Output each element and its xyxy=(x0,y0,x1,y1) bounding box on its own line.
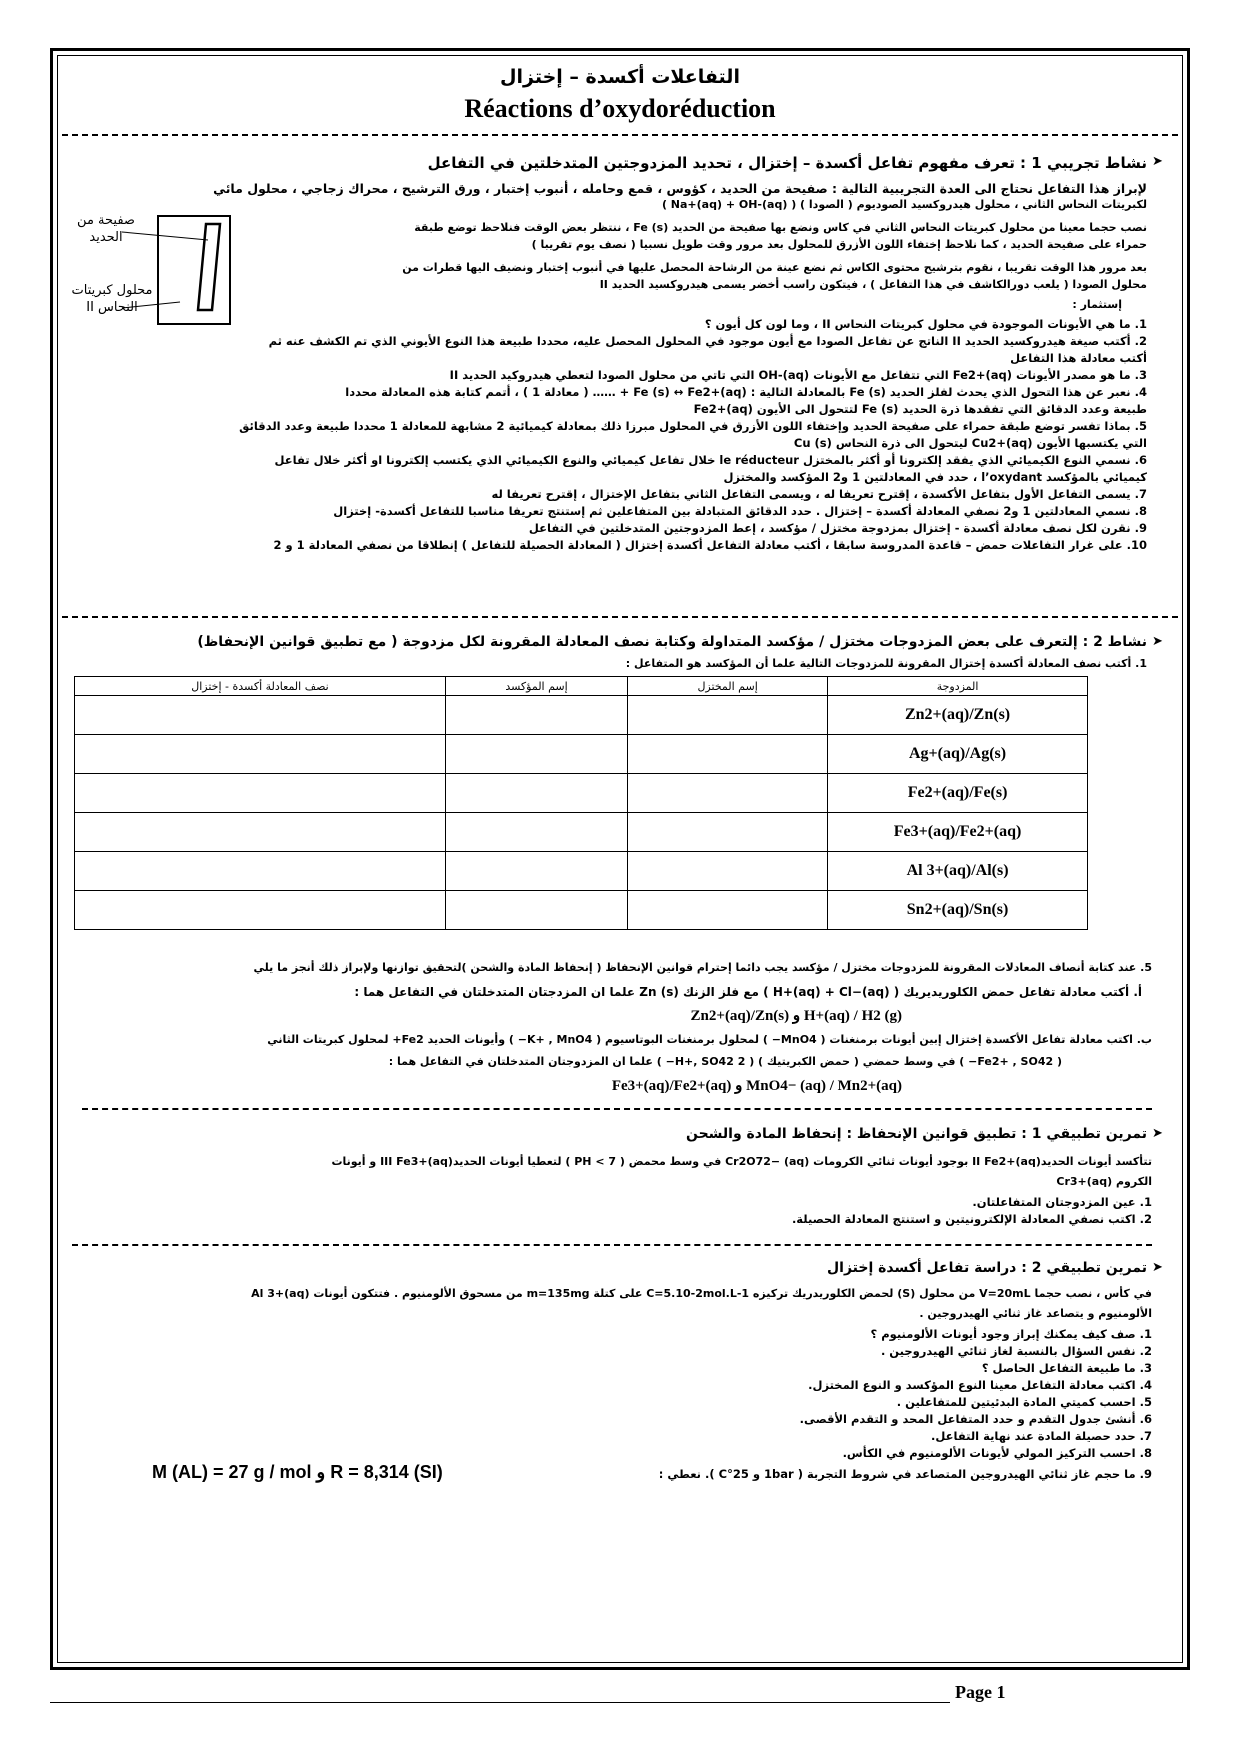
question: 10. على غرار التفاعلات حمض – قاعدة المدروسة سابقا ، أكتب معادلة التفاعل أكسدة إختزال ( المعادلة الحصيلة للتفاعل ) إنطلاقا من نصفي المعادلة 1 و 2 xyxy=(273,538,1147,552)
question: أكتب معادلة هذا التفاعل xyxy=(1010,351,1147,365)
table-row xyxy=(75,735,1088,774)
list-item: 5. احسب كميتي المادة البدئيتين للمتفاعلين . xyxy=(896,1395,1152,1409)
cell-input[interactable] xyxy=(628,852,828,891)
activity2-q5b: ب. اكتب معادلة تفاعل الأكسدة إختزال إبين أيونات برمنغنات ( MnO4− ) لمحلول برمنغنات البوتاسيوم ( K+ , MnO4− ) وأيونات الحديد Fe2+ لمحلول كبريتات الثاني xyxy=(267,1033,1152,1046)
question: 5. بماذا تفسر توضع طبقة حمراء على صفيحة الحديد وإختفاء اللون الأزرق في المحلول مبرزا ذلك بمعادلة كيميائية 2 مشابهة للمعادلة 1 محددا طبيعة وعدد الدقائق xyxy=(239,419,1147,433)
arrow-bullet-icon: ➤ xyxy=(1152,1126,1163,1141)
arrow-bullet-icon: ➤ xyxy=(1152,154,1163,169)
exercise1-text2: الكروم Cr3+(aq) xyxy=(1056,1175,1152,1188)
question: 2. أكتب صيغة هيدروكسيد الحديد II الناتج عن تفاعل الصودا مع أيون موجود في المحلول المحصل عليه، محددا طبيعة هذا النوع الأيوني الذي تم الكشف عنه ثم xyxy=(268,334,1147,348)
table-row xyxy=(75,696,1088,735)
exercise1-heading: تمرين تطبيقي 1 : تطبيق قوانين الإنحفاظ : إنحفاظ المادة والشحن xyxy=(685,1126,1147,1142)
couple-cell: Fe2+(aq)/Fe(s) xyxy=(828,774,1088,813)
activity1-step1-b: حمراء على صفيحة الحديد ، كما نلاحظ إختفاء اللون الأزرق للمحلول بعد مرور وقت طويل نسبيا ( نصف يوم تقريبا ) xyxy=(531,238,1147,251)
activity1-materials-line2: لكبريتات النحاس الثاني ، محلول هيدروكسيد الصوديوم ( الصودا ) ( Na+(aq) + OH-(aq) ) xyxy=(661,198,1147,211)
question: كيميائي بالمؤكسد l’oxydant ، حدد في المعادلتين 1 و2 المؤكسد والمختزل xyxy=(723,470,1147,484)
page-number: Page 1 xyxy=(955,1682,1006,1702)
activity2-q5a: أ. أكتب معادلة تفاعل حمض الكلوريديريك ( H+(aq) + Cl−(aq) ) مع فلز الزنك Zn (s) علما ان المزدجتان المتدخلتان في التفاعل هما : xyxy=(354,985,1142,999)
pairs-table xyxy=(74,676,1088,930)
question: 9. نقرن لكل نصف معادلة أكسدة - إختزال بمزدوجة مختزل / مؤكسد ، إعط المزدوجتين المتدخلتين في التفاعل xyxy=(528,521,1147,535)
couple-cell: Sn2+(aq)/Sn(s) xyxy=(828,891,1088,930)
exercise2-text2: الألومنيوم و يتصاعد غاز ثنائي الهيدروجين . xyxy=(919,1307,1152,1320)
col-half-equation: نصف المعادلة أكسدة - إختزال xyxy=(75,677,446,696)
list-item: 1. صف كيف يمكنك إبراز وجود أيونات الألومنيوم ؟ xyxy=(870,1327,1152,1341)
iron-plate-shape xyxy=(198,224,220,310)
cell-input[interactable] xyxy=(628,735,828,774)
divider xyxy=(62,134,1178,136)
table-row xyxy=(75,852,1088,891)
cell-input[interactable] xyxy=(75,735,446,774)
title-arabic: التفاعلات أكسدة – إختزال xyxy=(500,66,740,88)
cell-input[interactable] xyxy=(445,735,627,774)
figure-label-plate: صفيحة من الحديد xyxy=(77,213,135,245)
divider xyxy=(62,616,1178,618)
list-item: 6. أنشئ جدول التقدم و حدد المتفاعل المحد و التقدم الأقصى. xyxy=(799,1412,1152,1426)
cell-input[interactable] xyxy=(75,891,446,930)
cell-input[interactable] xyxy=(445,774,627,813)
activity2-q5b-2: ( Fe2+ , SO42− ) في وسط حمضي ( حمض الكبريتيك ) ( 2 H+, SO42− ) علما ان المزدوجتان المتدخلتان في التفاعل هما : xyxy=(388,1055,1062,1068)
cell-input[interactable] xyxy=(445,813,627,852)
exercise2-text1: في كأس ، نصب حجما V=20mL من محلول (S) لحمض الكلوريدريك تركيزه C=5.10-2mol.L-1 على كتلة m=135mg من مسحوق الألومنيوم . فتتكون أيونات Al 3+(aq) xyxy=(251,1287,1152,1300)
exercise2-constants: M (AL) = 27 g / mol و R = 8,314 (SI) xyxy=(152,1462,443,1482)
cell-input[interactable] xyxy=(628,774,828,813)
divider xyxy=(72,1244,1152,1246)
cell-input[interactable] xyxy=(75,813,446,852)
divider xyxy=(82,1108,1152,1110)
arrow-bullet-icon: ➤ xyxy=(1152,634,1163,649)
question: 7. يسمى التفاعل الأول بتفاعل الأكسدة ، إقترح تعريفا له ، ويسمى التفاعل الثاني بتفاعل الإختزال ، إقترح تعريفا له xyxy=(491,487,1147,501)
page-content xyxy=(62,60,1178,1660)
couple-cell: Ag+(aq)/Ag(s) xyxy=(828,735,1088,774)
figure-label-solution: محلول كبريتات النحاس II xyxy=(71,283,153,315)
question: 3. ما هو مصدر الأيونات Fe2+(aq) التي تتفاعل مع الأيونات OH-(aq) التي تاتي من محلول الصودا لتعطي هيدروكيد الحديد II xyxy=(449,368,1147,382)
title-french: Réactions d’oxydoréduction xyxy=(464,94,776,123)
activity1-materials: لإبراز هذا التفاعل نحتاج الى العدة التجريبية التالية : صفيحة من الحديد ، كؤوس ، قمع وحامله ، أنبوب إختبار ، ورق الترشيح ، محراك زجاجي ، محلول مائي xyxy=(213,181,1147,196)
activity2-q5: 5. عند كتابة أنصاف المعادلات المقرونة للمزدوجات مختزل / مؤكسد يجب دائما إحترام قوانين الإنحفاظ ( إنحفاظ المادة والشحن )لتحقيق توازنها ولإبراز ذلك أنجز ما يلي xyxy=(253,961,1152,974)
cell-input[interactable] xyxy=(75,774,446,813)
table-row xyxy=(75,891,1088,930)
list-item: 2. نفس السؤال بالنسبة لغاز ثنائي الهيدروجين . xyxy=(880,1344,1152,1358)
question: طبيعة وعدد الدقائق التي تفقدها ذرة الحديد Fe (s) لتتحول الى الأيون Fe2+(aq) xyxy=(693,402,1147,416)
cell-input[interactable] xyxy=(445,852,627,891)
exercise2-item9: 9. ما حجم غاز ثنائي الهيدروجين المتصاعد في شروط التجربة ( 1bar و 25°C ). نعطي : xyxy=(658,1467,1152,1481)
activity2-q5a-pairs: H+(aq) / H2 (g) و Zn2+(aq)/Zn(s) xyxy=(690,1008,902,1024)
cell-input[interactable] xyxy=(628,891,828,930)
activity1-heading: نشاط تجريبي 1 : تعرف مفهوم تفاعل أكسدة – إختزال ، تحديد المزدوجتين المتدخلتين في التفاعل xyxy=(427,154,1147,172)
list-item: 3. ما طبيعة التفاعل الحاصل ؟ xyxy=(981,1361,1152,1375)
cell-input[interactable] xyxy=(75,852,446,891)
activity2-q5b-pairs: MnO4− (aq) / Mn2+(aq) و Fe3+(aq)/Fe2+(aq) xyxy=(611,1078,902,1094)
list-item: 7. حدد حصيلة المادة عند نهاية التفاعل. xyxy=(931,1429,1152,1443)
col-couple: المزدوجة xyxy=(828,677,1088,696)
cell-input[interactable] xyxy=(445,891,627,930)
couple-cell: Fe3+(aq)/Fe2+(aq) xyxy=(828,813,1088,852)
couple-cell: Al 3+(aq)/Al(s) xyxy=(828,852,1088,891)
exercise2-items xyxy=(462,1326,1152,1462)
activity2-heading: نشاط 2 : إلتعرف على بعض المزدوجات مختزل / مؤكسد المتداولة وكتابة نصف المعادلة المقرونة لكل مزدوجة ( مع تطبيق قوانين الإنحفاظ) xyxy=(197,634,1147,650)
exercise1-text1: تتأكسد أيونات الحديدII Fe2+(aq) بوجود أيونات ثنائي الكرومات Cr2O72− (aq) في وسط محمض ( PH < 7 ) لتعطيا أيونات الحديدIII Fe3+(aq) و أيونات xyxy=(331,1155,1152,1168)
cell-input[interactable] xyxy=(628,813,828,852)
activity1-exploit: إستثمار : xyxy=(1072,298,1122,311)
list-item: 2. اكتب نصفي المعادلة الإلكترونيتين و استنتج المعادلة الحصيلة. xyxy=(791,1212,1152,1226)
question: التي يكتسبها الأيون Cu2+(aq) ليتحول الى ذرة النحاس Cu (s) xyxy=(793,436,1147,450)
table-row xyxy=(75,813,1088,852)
couple-cell: Zn2+(aq)/Zn(s) xyxy=(828,696,1088,735)
col-reductant: إسم المختزل xyxy=(628,677,828,696)
activity2-q1: 1. أكتب نصف المعادلة أكسدة إختزال المقرونة للمزدوجات التالية علما أن المؤكسد هو المتفاعل : xyxy=(625,657,1147,670)
activity1-step2-a: بعد مرور هذا الوقت تقريبا ، نقوم بترشيح محتوى الكاس ثم نضع عينة من الرشاحة المحصل عليها في أنبوب إختبار ونضيف اليها قطرات من xyxy=(402,261,1147,274)
question: 6. نسمي النوع الكيميائي الذي يفقد إلكترونا أو أكثر بالمختزل le réducteur خلال تفاعل كيميائي والنوع الكيميائي الذي يكتسب إلكترونا او أكثر خلال تفاعل xyxy=(274,453,1147,467)
activity1-step2-b: محلول الصودا ( يلعب دورالكاشف في هذا التفاعل ) ، فيتكون راسب أخضر يسمى هيدروكسيد الحديد II xyxy=(599,278,1147,291)
cell-input[interactable] xyxy=(75,696,446,735)
arrow-bullet-icon: ➤ xyxy=(1152,1260,1163,1275)
col-oxidant: إسم المؤكسد xyxy=(445,677,627,696)
exercise2-heading: تمرين تطبيقي 2 : دراسة تفاعل أكسدة إختزال xyxy=(827,1260,1147,1276)
activity1-question-list xyxy=(102,316,1147,554)
footer-rule xyxy=(50,1702,950,1703)
list-item: 8. احسب التركيز المولي لأيونات الألومنيوم في الكأس. xyxy=(842,1446,1152,1460)
question: 1. ما هي الأيونات الموجودة في محلول كبريتات النحاس II ، وما لون كل أيون ؟ xyxy=(704,317,1147,331)
question: 8. نسمي المعادلتين 1 و2 نصفي المعادلة أكسدة – إختزال . حدد الدقائق المتبادلة بين المتفاعلين ثم إستنتج تعريفا مناسبا للتفاعل أكسدة- إختزال xyxy=(333,504,1147,518)
cell-input[interactable] xyxy=(445,696,627,735)
exercise1-items xyxy=(462,1194,1152,1228)
cell-input[interactable] xyxy=(628,696,828,735)
activity1-step1-a: نصب حجما معينا من محلول كبريتات النحاس الثاني في كاس ونضع بها صفيحة من الحديد Fe (s) ، ننتظر بعض الوقت فنلاحظ توضع طبقة xyxy=(414,221,1147,234)
list-item: 1. عين المزدوجتان المتفاعلتان. xyxy=(972,1195,1152,1209)
table-row xyxy=(75,774,1088,813)
question: 4. نعبر عن هذا التحول الذي يحدث لفلز الحديد Fe (s) بالمعادلة التالية : Fe (s) ↔ Fe2+(aq) + …… ( معادلة 1 ) ، أتمم كتابة هذه المعادلة محددا xyxy=(345,385,1147,399)
list-item: 4. اكتب معادلة التفاعل معينا النوع المؤكسد و النوع المختزل. xyxy=(808,1378,1152,1392)
